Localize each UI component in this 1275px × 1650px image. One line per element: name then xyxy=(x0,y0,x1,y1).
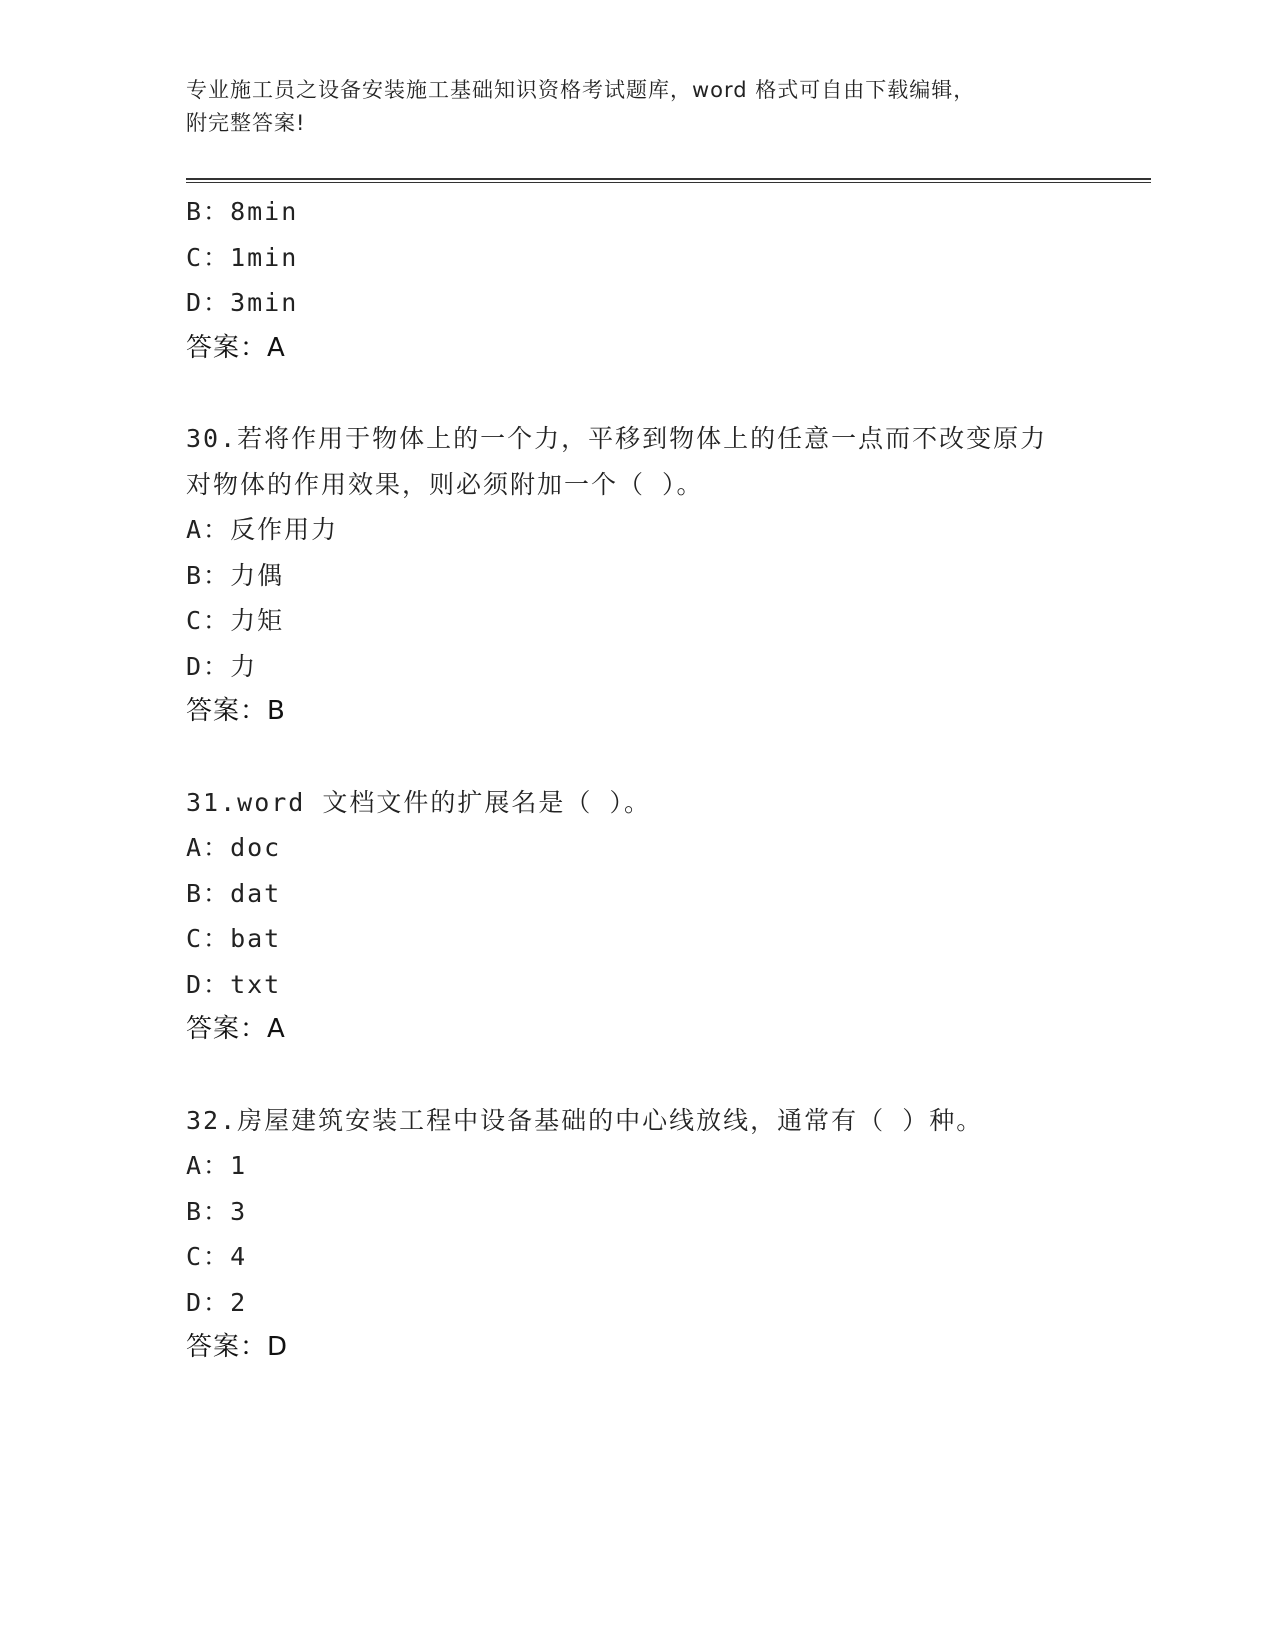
document-body xyxy=(186,189,1086,1371)
option-b xyxy=(186,553,1086,599)
option-text: 4 xyxy=(230,1242,248,1271)
option-b xyxy=(186,189,1086,235)
question-31 xyxy=(186,780,1086,1053)
answer-line: 答案：A xyxy=(186,332,286,363)
answer-line: 答案：B xyxy=(186,696,286,726)
option-b xyxy=(186,1189,1086,1235)
spacer xyxy=(186,371,1086,416)
option-text: 8min xyxy=(230,197,299,226)
option-label: C： xyxy=(186,242,231,272)
option-a xyxy=(186,825,1086,871)
option-label: C： xyxy=(186,606,231,635)
option-label: B： xyxy=(186,1196,231,1226)
option-text: 1min xyxy=(230,242,299,272)
question-text: 若将作用于物体上的一个力，平移到物体上的任意一点而不改变原力对物体的作用效果，则必须附加一个（ ）。 xyxy=(186,424,1048,499)
question-number: 30. xyxy=(186,424,238,453)
option-c xyxy=(186,1234,1086,1280)
option-a xyxy=(186,1143,1086,1189)
option-label: D： xyxy=(186,969,231,999)
header-divider xyxy=(186,178,1151,183)
spacer xyxy=(186,735,1086,780)
question-29-continued xyxy=(186,189,1086,371)
option-label: A： xyxy=(186,1151,231,1180)
option-label: D： xyxy=(186,1287,231,1317)
option-b xyxy=(186,871,1086,917)
answer-line: 答案：A xyxy=(186,1014,286,1044)
option-text: 3min xyxy=(230,288,299,317)
header-title-line-2: 附完整答案! xyxy=(186,111,306,135)
option-label: D： xyxy=(186,651,231,681)
option-label: B： xyxy=(186,560,231,590)
option-label: D： xyxy=(186,288,231,317)
option-label: B： xyxy=(186,878,231,908)
option-label: A： xyxy=(186,833,231,862)
option-d xyxy=(186,962,1086,1008)
option-d xyxy=(186,1280,1086,1326)
option-label: C： xyxy=(186,1242,231,1271)
option-c xyxy=(186,916,1086,962)
question-stem xyxy=(186,1098,1066,1144)
header-title-line-1: 专业施工员之设备安装施工基础知识资格考试题库，word 格式可自由下载编辑， xyxy=(186,78,976,102)
option-text: 3 xyxy=(230,1196,248,1226)
option-text: 力矩 xyxy=(230,606,285,635)
question-text: 房屋建筑安装工程中设备基础的中心线放线，通常有（ ）种。 xyxy=(237,1105,984,1135)
spacer xyxy=(186,1053,1086,1098)
option-text: 1 xyxy=(230,1151,248,1180)
option-text: 力 xyxy=(230,651,258,681)
option-text: txt xyxy=(230,969,282,999)
question-30 xyxy=(186,416,1086,735)
option-text: 力偶 xyxy=(230,560,285,590)
question-number: 31. xyxy=(186,787,238,817)
question-stem xyxy=(186,780,1066,826)
option-label: C： xyxy=(186,924,231,953)
question-stem xyxy=(186,416,1066,507)
question-number: 32. xyxy=(186,1105,238,1135)
option-d xyxy=(186,644,1086,690)
question-32 xyxy=(186,1098,1086,1371)
option-label: B： xyxy=(186,197,231,226)
option-text: bat xyxy=(230,924,282,953)
document-header xyxy=(186,74,1086,140)
option-text: 2 xyxy=(230,1287,248,1317)
option-d xyxy=(186,280,1086,326)
option-text: 反作用力 xyxy=(230,515,339,544)
option-text: dat xyxy=(230,878,282,908)
option-c xyxy=(186,235,1086,281)
option-a xyxy=(186,507,1086,553)
answer-line: 答案：D xyxy=(186,1332,289,1362)
option-c xyxy=(186,598,1086,644)
option-text: doc xyxy=(230,833,282,862)
option-label: A： xyxy=(186,515,231,544)
question-text: word 文档文件的扩展名是（ ）。 xyxy=(237,787,651,817)
